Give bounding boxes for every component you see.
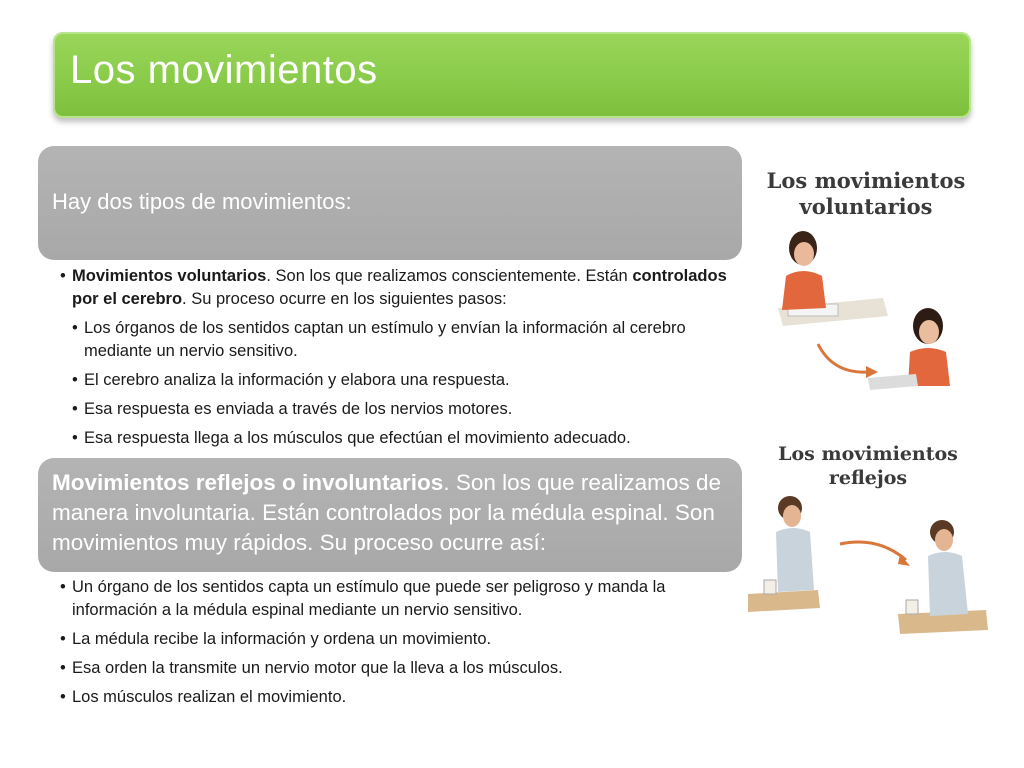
list-item: • Esa respuesta llega a los músculos que efectúan el movimiento adecuado. — [60, 427, 750, 450]
face-shape — [783, 505, 801, 527]
shirt-shape — [928, 552, 968, 616]
voluntary-desc-1: . Son los que realizamos conscientemente. Están — [266, 267, 628, 285]
reflex-term: Movimientos reflejos o involuntarios — [52, 470, 444, 495]
shirt-shape — [776, 528, 814, 592]
voluntary-term: Movimientos voluntarios — [72, 267, 267, 285]
arrowhead-icon — [866, 366, 878, 378]
list-item: • Esa orden la transmite un nervio motor que la lleva a los músculos. — [60, 657, 750, 680]
reflex-desc: . Son los que realizamos de manera involuntaria. Están controlados por la médula espinal. Son movimientos muy rápidos. Su proceso ocurre así: — [52, 470, 721, 555]
reflex-illustration — [748, 442, 988, 637]
arrow-icon — [840, 542, 906, 560]
illustration-title-line: voluntarios — [799, 194, 933, 219]
list-item: • El cerebro analiza la información y elabora una respuesta. — [60, 369, 750, 392]
voluntary-illustration — [748, 168, 984, 398]
intro-box — [38, 146, 742, 260]
list-item: • Los órganos de los sentidos captan un estímulo y envían la información al cerebro mediante un nervio sensitivo. — [60, 317, 750, 363]
illustration-title-line: reflejos — [828, 467, 908, 489]
reflex-list — [60, 576, 750, 715]
list-item: • La médula recibe la información y ordena un movimiento. — [60, 628, 750, 651]
cup-shape — [764, 580, 776, 594]
reflex-illustration-title — [748, 442, 988, 490]
voluntary-illustration-title — [748, 168, 984, 220]
arrowhead-icon — [898, 554, 910, 566]
reflex-box — [38, 458, 742, 572]
girl-reading-illustration — [748, 226, 984, 396]
newspaper-shape — [868, 374, 918, 390]
face-shape — [935, 529, 953, 551]
face-shape — [919, 320, 939, 344]
shirt-shape — [782, 271, 826, 310]
boy-cup-illustration — [748, 496, 988, 636]
slide-title: Los movimientos — [70, 48, 378, 92]
table-shape — [748, 590, 820, 612]
voluntary-list — [60, 265, 750, 450]
intro-box-text: Hay dos tipos de movimientos: — [52, 189, 352, 214]
face-shape — [794, 242, 814, 266]
voluntary-main-item — [60, 265, 750, 311]
list-item: • Un órgano de los sentidos capta un estímulo que puede ser peligroso y manda la información a la médula espinal mediante un nervio sensitivo. — [60, 576, 750, 622]
list-item: • Los músculos realizan el movimiento. — [60, 686, 750, 709]
arrow-icon — [818, 344, 868, 372]
illustration-title-line: Los movimientos — [778, 443, 958, 465]
cup-shape — [906, 600, 918, 614]
controlled-by-brain: controlados por el cerebro — [72, 267, 727, 308]
list-item: • Esa respuesta es enviada a través de los nervios motores. — [60, 398, 750, 421]
illustration-title-line: Los movimientos — [766, 168, 966, 193]
voluntary-desc-2: . Su proceso ocurre en los siguientes pasos: — [182, 290, 507, 308]
reflex-box-text — [52, 468, 730, 558]
